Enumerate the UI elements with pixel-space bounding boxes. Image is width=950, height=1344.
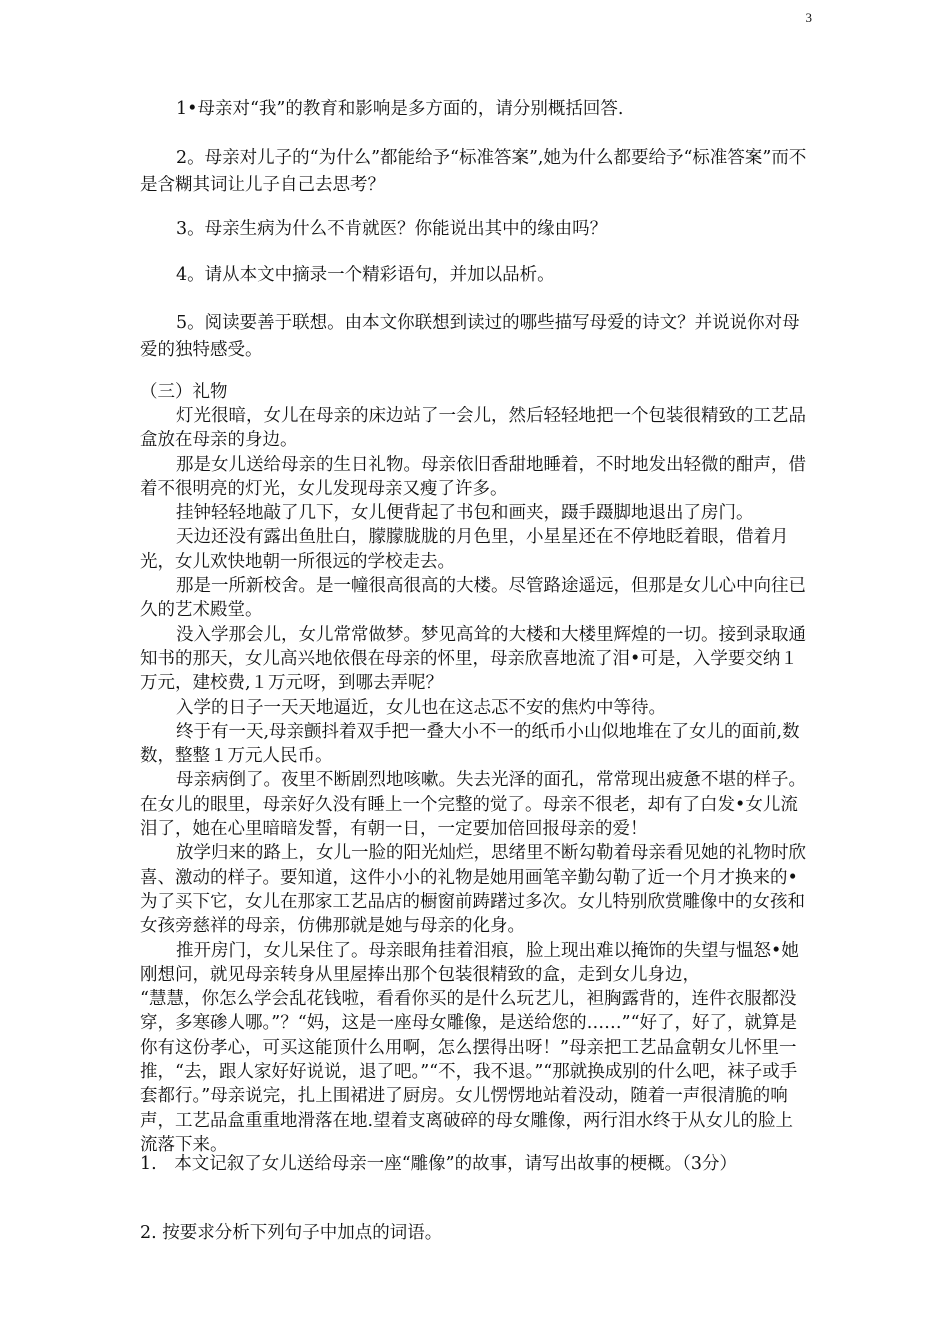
page-number: 3 [805,10,812,25]
question-4: 4。请从本文中摘录一个精彩语句，并加以品析。 [176,265,555,285]
story-paragraph: 放学归来的路上，女儿一脸的阳光灿烂，思绪里不断勾勒着母亲看见她的礼物时欣喜、激动的样子。要知道，这件小小的礼物是她用画笔辛勤勾勒了近一个月才换来的•为了买下它，女儿在那家工艺品店的橱窗前踌躇过多次。女儿特别欣赏雕像中的女孩和女孩旁慈祥的母亲，仿佛那就是她与母亲的化身。 [140,843,806,937]
question-1: 1•母亲对“我”的教育和影响是多方面的，请分别概括回答. [176,99,624,119]
question-2: 2。母亲对儿子的“为什么”都能给予“标准答案”,她为什么都要给予“标准答案”而不是含糊其词让儿子自己去思考？ [140,148,807,195]
story-dialogue-paragraph: “慧慧，你怎么学会乱花钱啦，看看你买的是什么玩艺儿，袒胸露背的，连件衣服都没穿，多寒碜人哪。”？“妈，这是一座母女雕像，是送给您的……”“好了，好了，就算是你有这份孝心，可买这能顶什么用啊，怎么摆得出呀！”母亲把工艺品盒朝女儿怀里一推，“去，跟人家好好说说，退了吧。”“不，我不退。”“那就换成别的什么吧，袜子或手套都行。”母亲说完，扎上围裙进了厨房。女儿愣愣地站着没动，随着一声很清脆的响声，工艺品盒重重地滑落在地.望着支离破碎的母女雕像，两行泪水终于从女儿的脸上流落下来。 [140,989,798,1155]
story-paragraph: 天边还没有露出鱼肚白，朦朦胧胧的月色里，小星星还在不停地眨着眼，借着月光，女儿欢快地朝一所很远的学校走去。 [140,527,789,572]
exercise-question-1: 1. 本文记叙了女儿送给母亲一座“雕像”的故事，请写出故事的梗概。（3分） [140,1154,737,1174]
story-paragraph: 那是一所新校舍。是一幢很高很高的大楼。尽管路途遥远，但那是女儿心中向往已久的艺术殿堂。 [140,576,806,621]
question-5: 5。阅读要善于联想。由本文你联想到读过的哪些描写母爱的诗文？并说说你对母爱的独特感受。 [140,313,800,360]
exercise-question-2: 2. 按要求分析下列句子中加点的词语。 [140,1223,443,1243]
story-paragraph: 推开房门，女儿呆住了。母亲眼角挂着泪痕，脸上现出难以掩饰的失望与愠怒•她刚想问，就见母亲转身从里屋捧出那个包装很精致的盒，走到女儿身边， [140,940,799,985]
question-3: 3。母亲生病为什么不肯就医？你能说出其中的缘由吗？ [176,219,608,239]
story-paragraph: 挂钟轻轻地敲了几下，女儿便背起了书包和画夹，蹑手蹑脚地退出了房门。 [176,503,754,524]
story-paragraph: 那是女儿送给母亲的生日礼物。母亲依旧香甜地睡着，不时地发出轻微的酣声，借着不很明亮的灯光，女儿发现母亲又瘦了许多。 [140,454,806,499]
section-title: （三）礼物 [140,382,228,402]
story-body [140,404,810,1157]
story-paragraph: 终于有一天,母亲颤抖着双手把一叠大小不一的纸币小山似地堆在了女儿的面前,数数，整整１万元人民币。 [140,721,800,767]
story-paragraph: 入学的日子一天天地逼近，女儿也在这忐忑不安的焦灼中等待。 [176,697,666,718]
story-paragraph: 灯光很暗，女儿在母亲的床边站了一会儿，然后轻轻地把一个包装很精致的工艺品盒放在母亲的身边。 [140,406,806,451]
story-paragraph: 没入学那会儿，女儿常常做梦。梦见高耸的大楼和大楼里辉煌的一切。接到录取通知书的那天，女儿高兴地依偎在母亲的怀里，母亲欣喜地流了泪•可是，入学要交纳１万元，建校费,１万元呀，到哪去弄呢？ [140,624,806,694]
story-paragraph: 母亲病倒了。夜里不断剧烈地咳嗽。失去光泽的面孔，常常现出疲惫不堪的样子。在女儿的眼里，母亲好久没有睡上一个完整的觉了。母亲不很老，却有了白发•女儿流泪了，她在心里暗暗发誓，有朝一日，一定要加倍回报母亲的爱！ [140,770,806,840]
